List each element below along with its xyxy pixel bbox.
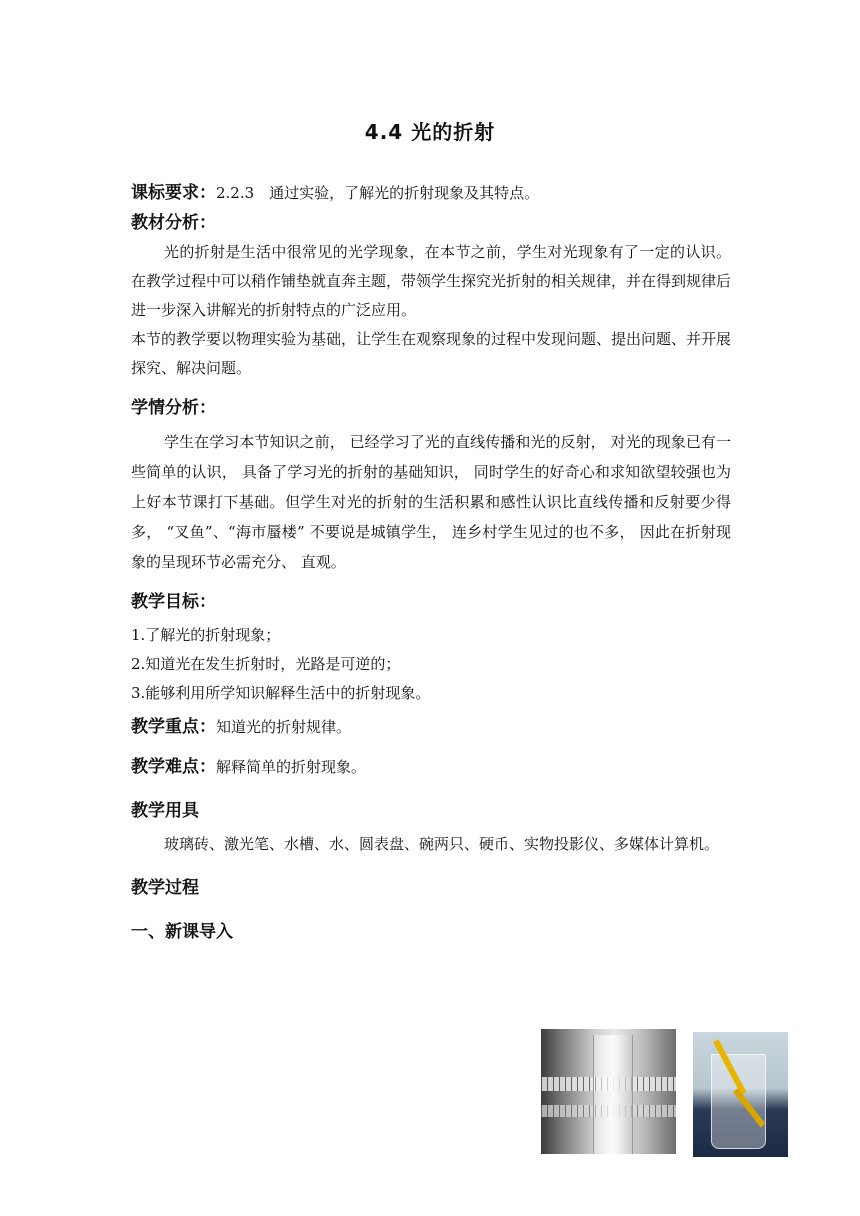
curriculum-label: 课标要求： bbox=[131, 183, 216, 203]
curriculum-text: 2.2.3 通过实验，了解光的折射现象及其特点。 bbox=[216, 184, 540, 202]
page-title: 4.4 光的折射 bbox=[364, 120, 496, 144]
textbook-analysis-paragraph-2: 本节的教学要以物理实验为基础，让学生在观察现象的过程中发现问题、提出问题、并开展探究、解决问题。 bbox=[131, 330, 732, 377]
difficulty-text: 解释简单的折射现象。 bbox=[216, 758, 367, 776]
objective-item-1: 1.了解光的折射现象； bbox=[131, 626, 281, 644]
key-point-text: 知道光的折射规律。 bbox=[216, 718, 352, 736]
objective-item-2: 2.知道光在发生折射时，光路是可逆的； bbox=[131, 655, 401, 673]
tools-text: 玻璃砖、激光笔、水槽、水、圆表盘、碗两只、硬币、实物投影仪、多媒体计算机。 bbox=[164, 835, 720, 853]
pencil-in-water-photo bbox=[693, 1032, 788, 1157]
objective-item-3: 3.能够利用所学知识解释生活中的折射现象。 bbox=[131, 684, 431, 702]
water-cup-shape bbox=[711, 1054, 766, 1149]
section-new-lesson-intro: 一、新课导入 bbox=[131, 922, 233, 942]
glass-block-shape bbox=[593, 1035, 633, 1154]
document-body bbox=[131, 178, 731, 947]
difficulty-label: 教学难点： bbox=[131, 757, 216, 777]
textbook-analysis-heading: 教材分析： bbox=[131, 213, 216, 233]
key-point bbox=[131, 712, 731, 742]
key-point-label: 教学重点： bbox=[131, 717, 216, 737]
tools-heading: 教学用具 bbox=[131, 801, 199, 821]
textbook-analysis-paragraph-1: 光的折射是生活中很常见的光学现象，在本节之前，学生对光现象有了一定的认识。在教学过程中可以稍作铺垫就直奔主题，带领学生探究光折射的相关规律，并在得到规律后进一步深入讲解光的折射特点的广泛应用。 bbox=[131, 243, 732, 319]
student-analysis-heading: 学情分析： bbox=[131, 398, 216, 418]
curriculum-requirement bbox=[131, 178, 731, 208]
objectives-heading: 教学目标： bbox=[131, 592, 216, 612]
glass-ruler-photo bbox=[541, 1029, 676, 1154]
student-analysis-paragraph: 学生在学习本节知识之前， 已经学习了光的直线传播和光的反射， 对光的现象已有一些简单的认识， 具备了学习光的折射的基础知识， 同时学生的好奇心和求知欲望较强也为上好本节课打下基础。但学生对光的折射的生活积累和感性认识比直线传播和反射要少得多， “叉鱼”、“海市蜃楼” 不要说是城镇学生， 连乡村学生见过的也不多， 因此在折射现象的呈现环节必需充分、 直观。 bbox=[131, 433, 731, 571]
difficulty bbox=[131, 752, 731, 782]
process-heading: 教学过程 bbox=[131, 878, 199, 898]
